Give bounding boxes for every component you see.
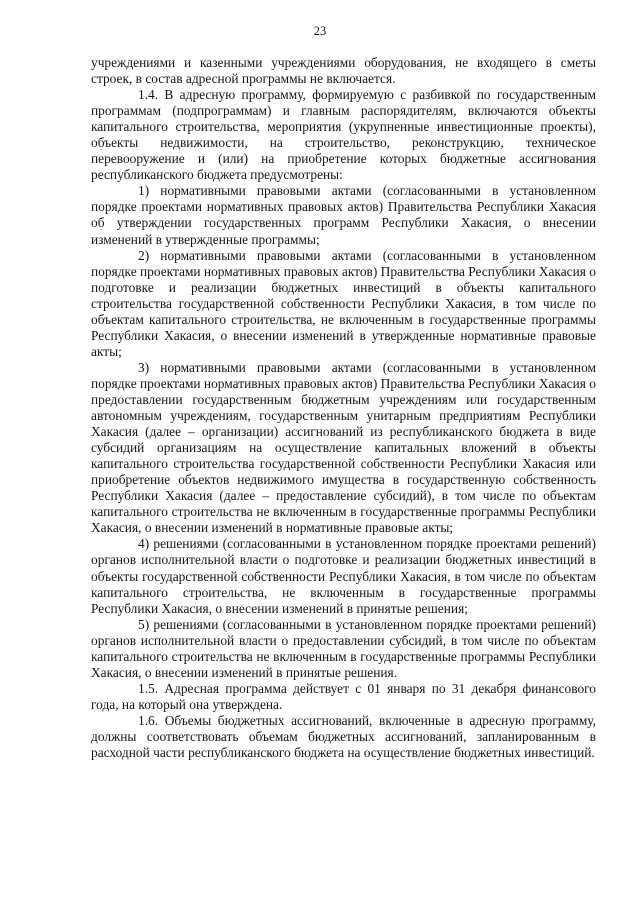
paragraph-continuation: учреждениями и казенными учреждениями оборудования, не входящего в сметы строек, в состав адресной программы не включается. [91, 55, 596, 87]
list-item-1: 1) нормативными правовыми актами (согласованными в установленном порядке проектами нормативных правовых актов) Правительства Республики Хакасия об утверждении государственных программ Республики Хакасия, о внесении изменений в утвержденные программы; [91, 183, 596, 247]
paragraph-1-6: 1.6. Объемы бюджетных ассигнований, включенные в адресную программу, должны соответствовать объемам бюджетных ассигнований, запланированным в расходной части республиканского бюджета на осуществление бюджетных инвестиций. [91, 712, 596, 761]
paragraph-1-4: 1.4. В адресную программу, формируемую с разбивкой по государственным программам (подпрограммам) и главным распорядителям, включаются объекты капитального строительства, мероприятия (укрупненные инвестиционные проекты), объекты недвижимости, на строительство, реконструкцию, техническое перевооружение и (или) на приобретение которых бюджетные ассигнования республиканского бюджета предусмотрены: [91, 87, 596, 183]
page-number: 23 [313, 24, 327, 38]
list-item-5: 5) решениями (согласованными в установленном порядке проектами решений) органов исполнительной власти о предоставлении субсидий, в том числе по объектам капитального строительства не включенным в государственные программы Республики Хакасия, о внесении изменений в принятые решения. [91, 616, 596, 680]
list-item-4: 4) решениями (согласованными в установленном порядке проектами решений) органов исполнительной власти о подготовке и реализации бюджетных инвестиций в объекты государственной собственности Республики Хакасия, в том числе по объектам капитального строительства, не включенным в государственные программы Республики Хакасия, о внесении изменений в принятые решения; [91, 536, 596, 616]
list-item-3: 3) нормативными правовыми актами (согласованными в установленном порядке проектами нормативных правовых актов) Правительства Республики Хакасия о предоставлении государственным бюджетным учреждениям или государственным автономным учреждениям, государственным унитарным предприятиям Республики Хакасия (далее – организации) ассигнований из республиканского бюджета в виде субсидий организациям на осуществление капитальных вложений в объекты капитального строительства государственной собственности Республики Хакасия или приобретение объектов недвижимого имущества в государственную собственность Республики Хакасия (далее – предоставление субсидий), в том числе по объектам капитального строительства не включенным в государственные программы Республики Хакасия, о внесении изменений в нормативные правовые акты; [91, 359, 596, 536]
list-item-2: 2) нормативными правовыми актами (согласованными в установленном порядке проектами нормативных правовых актов) Правительства Республики Хакасия о подготовке и реализации бюджетных инвестиций в объекты капитального строительства государственной собственности Республики Хакасия, в том числе по объектам капитального строительства, не включенным в государственные программы Республики Хакасия, о внесении изменений в утвержденные нормативные правовые акты; [91, 247, 596, 359]
paragraph-1-5: 1.5. Адресная программа действует с 01 января по 31 декабря финансового года, на который она утверждена. [91, 680, 596, 712]
document-body [91, 55, 596, 761]
